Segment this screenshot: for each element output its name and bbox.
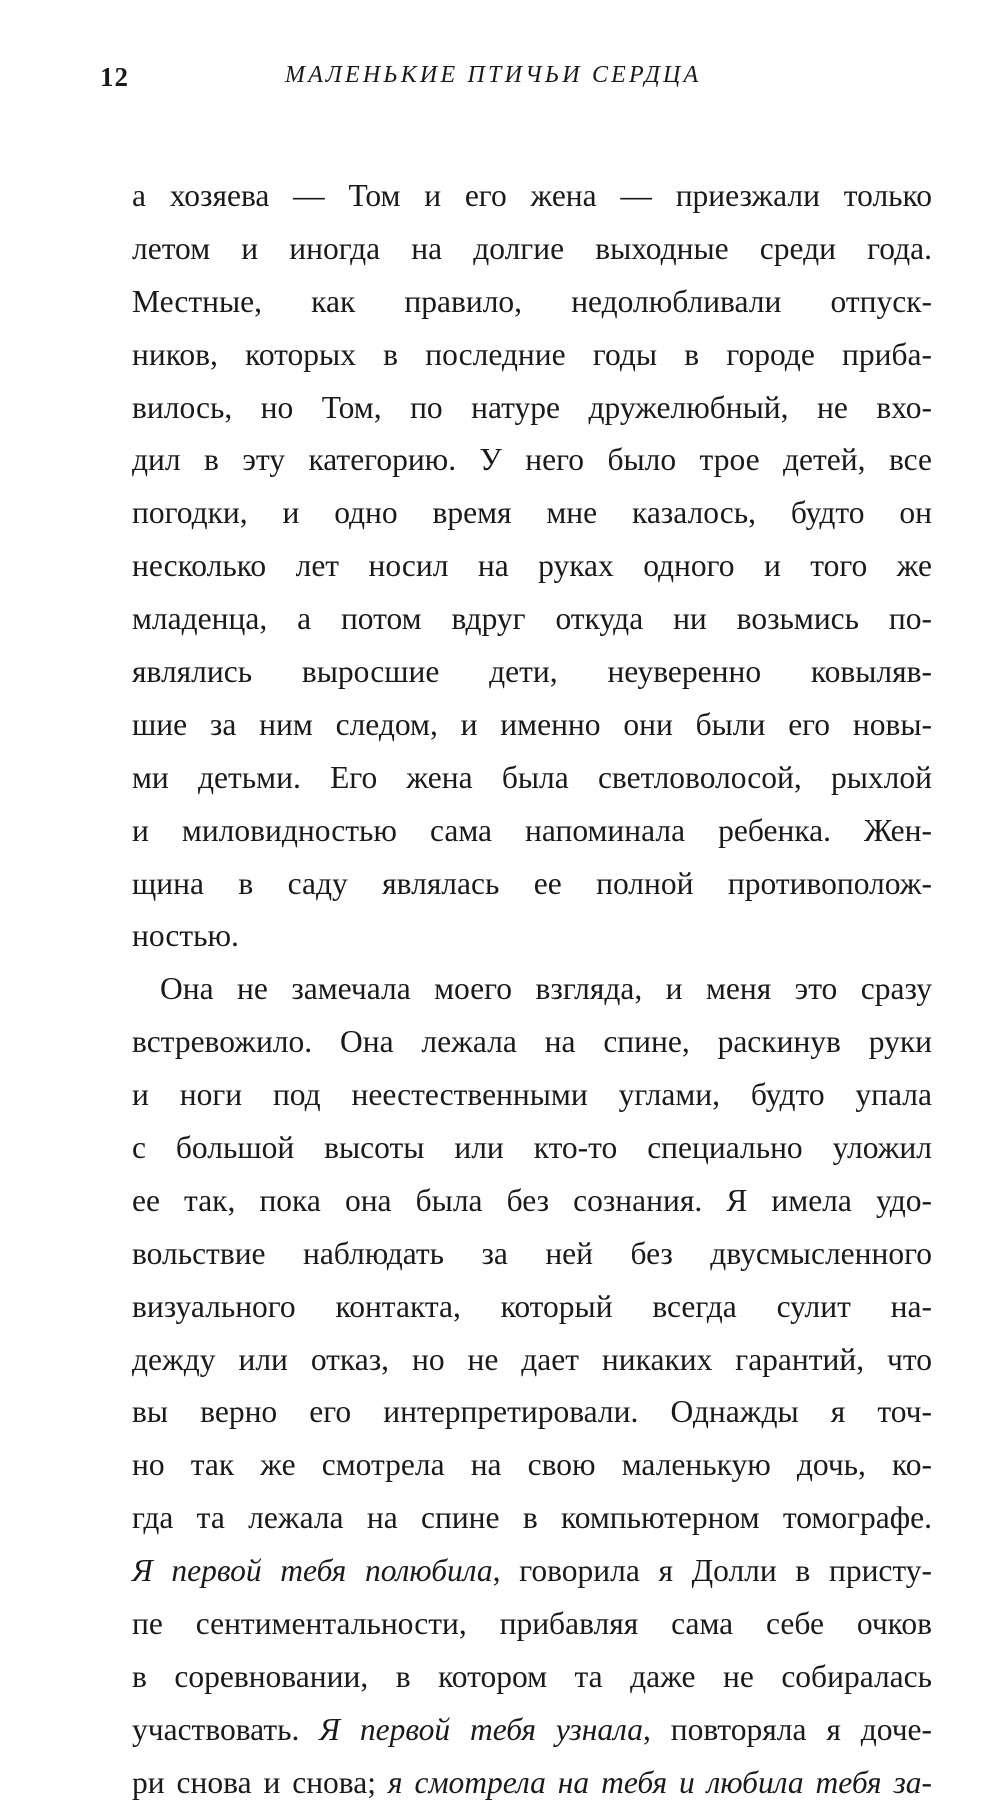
text-line: шие за ним следом, и именно они были его новы- <box>132 706 932 742</box>
text-line: несколько лет носил на руках одного и того же <box>132 548 932 584</box>
text-line: гда та лежала на спине в компьютерном томографе. <box>132 1500 932 1536</box>
text-line: вилось, но Том, по натуре дружелюбный, не вхо- <box>132 389 932 425</box>
text-line: а хозяева — Том и его жена — приезжали только <box>132 178 932 213</box>
running-title: МАЛЕНЬКИЕ ПТИЧЬИ СЕРДЦА <box>285 62 702 88</box>
page-header <box>100 60 940 100</box>
italic-phrase: Я первой тебя полюбила <box>132 1553 493 1589</box>
text-line: Местные, как правило, недолюбливали отпуск- <box>132 283 932 319</box>
text-line: вольствие наблюдать за ней без двусмысленного <box>132 1235 932 1271</box>
text-line: с большой высоты или кто-то специально уложил <box>132 1130 932 1166</box>
text-line: вы верно его интерпретировали. Однажды я точ- <box>132 1394 932 1430</box>
text-line-mixed <box>132 1704 932 1757</box>
text-line: дежду или отказ, но не дает никаких гарантий, что <box>132 1341 932 1377</box>
text-line: встревожило. Она лежала на спине, раскинув руки <box>132 1024 932 1060</box>
text-line: пе сентиментальности, прибавляя сама себе очков <box>132 1606 932 1642</box>
text-run: ри снова и снова; <box>132 1764 388 1800</box>
text-line: ее так, пока она была без сознания. Я имела удо- <box>132 1182 932 1218</box>
page-number: 12 <box>100 62 129 92</box>
text-run: , повторяла я доче- <box>642 1711 933 1747</box>
text-line: являлись выросшие дети, неуверенно ковыляв- <box>132 654 932 690</box>
text-line: щина в саду являлась ее полной противополож- <box>132 865 932 901</box>
text-line: и ноги под неестественными углами, будто упала <box>132 1077 932 1113</box>
text-line: и миловидностью сама напоминала ребенка. Жен- <box>132 812 932 848</box>
text-line-paragraph-end: ностью. <box>132 918 239 954</box>
text-line: в соревновании, в котором та даже не собиралась <box>132 1658 932 1694</box>
text-line: но так же смотрела на свою маленькую дочь, ко- <box>132 1447 932 1483</box>
text-run: участвовать. <box>132 1711 320 1747</box>
text-line-mixed <box>132 1757 932 1810</box>
text-line: погодки, и одно время мне казалось, будто он <box>132 495 932 531</box>
text-line: летом и иногда на долгие выходные среди года. <box>132 230 932 266</box>
text-line: визуального контакта, который всегда сулит на- <box>132 1288 932 1324</box>
italic-phrase: я смотрела на тебя и любила тебя за- <box>387 1764 933 1800</box>
text-line-mixed <box>132 1545 932 1598</box>
text-run: , говорила я Долли в присту- <box>492 1553 932 1589</box>
italic-phrase: Я первой тебя узнала <box>319 1711 643 1747</box>
text-line: дил в эту категорию. У него было трое детей, все <box>132 442 932 478</box>
body-text <box>132 170 932 1810</box>
text-line: ников, которых в последние годы в городе приба- <box>132 336 932 372</box>
text-line-paragraph-start: Она не замечала моего взгляда, и меня это сразу <box>160 971 932 1007</box>
text-line: младенца, а потом вдруг откуда ни возьмись по- <box>132 601 932 637</box>
text-line: ми детьми. Его жена была светловолосой, рыхлой <box>132 759 932 795</box>
